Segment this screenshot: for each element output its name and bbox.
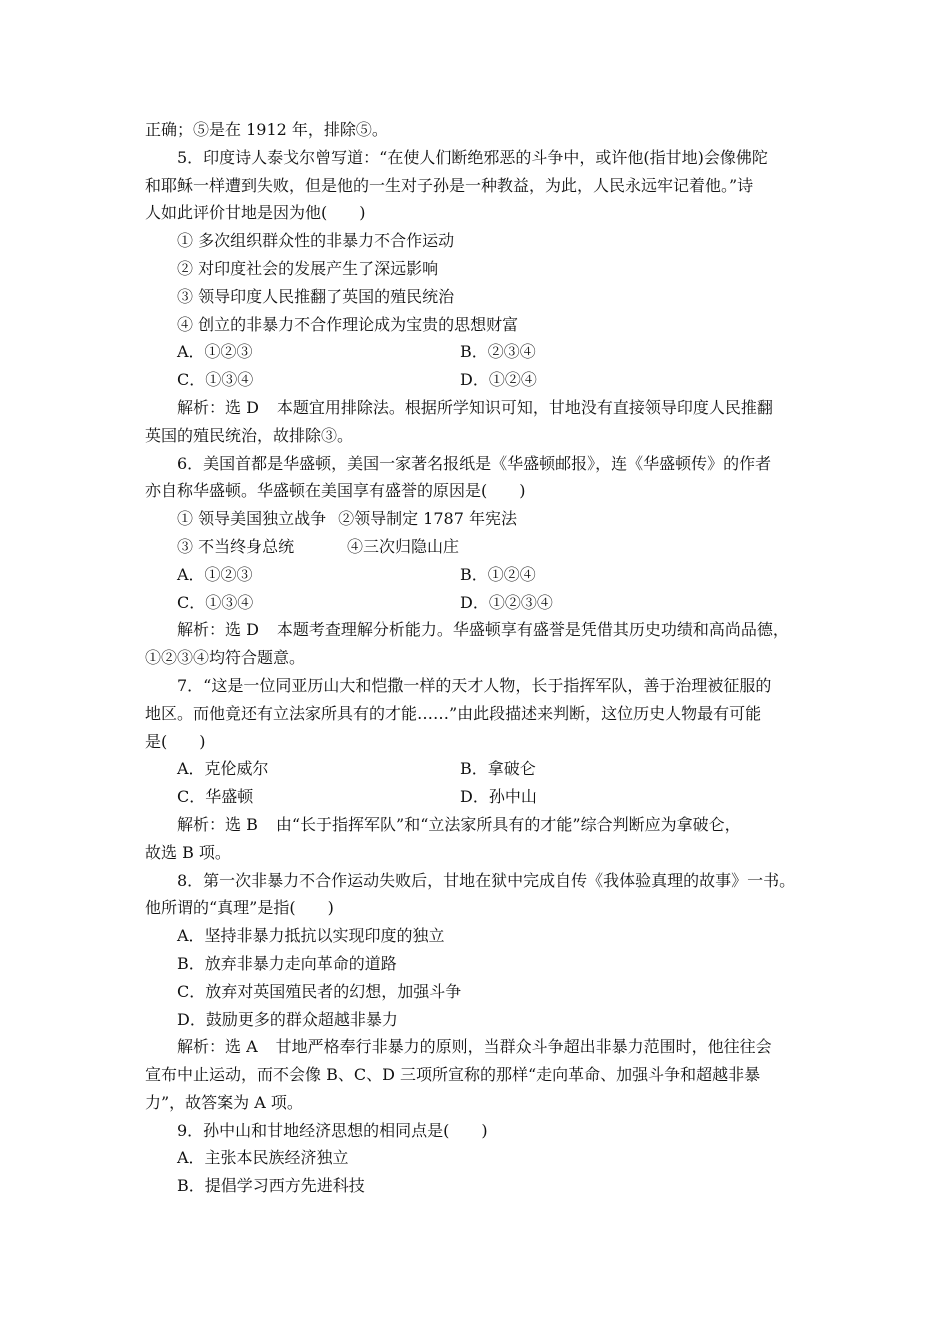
analysis-text: 甘地严格奉行非暴力的原则，当群众斗争超出非暴力范围时，他往往会 <box>275 1037 772 1057</box>
analysis-answer: 解析：选 D <box>177 397 259 417</box>
question-6-stem: 6．美国首都是华盛顿，美国一家著名报纸是《华盛顿邮报》，连《华盛顿传》的作者 <box>177 453 772 473</box>
question-5-item: ④ 创立的非暴力不合作理论成为宝贵的思想财富 <box>177 314 519 334</box>
option-d: D．鼓励更多的群众超越非暴力 <box>177 1009 398 1029</box>
analysis-answer: 解析：选 D <box>177 620 259 640</box>
question-5-options-row <box>145 366 817 394</box>
question-6-options-row <box>145 561 817 589</box>
question-6-item: ④三次归隐山庄 <box>347 536 460 556</box>
question-8-analysis-cont: 宣布中止运动，而不会像 B、C、D 三项所宣称的那样“走向革命、加强斗争和超越非暴 <box>145 1065 761 1085</box>
question-5-item: ② 对印度社会的发展产生了深远影响 <box>177 258 439 278</box>
analysis-answer: 解析：选 A <box>177 1037 258 1057</box>
option-c: C．①③④ <box>177 370 254 390</box>
option-b: B．拿破仑 <box>460 759 536 779</box>
question-7-options-row <box>145 783 817 811</box>
question-6-options-row <box>145 589 817 617</box>
question-8-stem-cont: 他所谓的“真理”是指( ) <box>145 898 334 918</box>
question-7-stem-cont: 地区。而他竟还有立法家所具有的才能……”由此段描述来判断，这位历史人物最有可能 <box>145 703 762 723</box>
question-5-item: ① 多次组织群众性的非暴力不合作运动 <box>177 231 455 251</box>
option-b: B．提倡学习西方先进科技 <box>177 1176 365 1196</box>
question-6-stem-cont: 亦自称华盛顿。华盛顿在美国享有盛誉的原因是( ) <box>145 481 526 501</box>
question-8-stem: 8．第一次非暴力不合作运动失败后，甘地在狱中完成自传《我体验真理的故事》一书。 <box>177 870 796 890</box>
option-c: C．华盛顿 <box>177 787 254 807</box>
analysis-text: 本题宜用排除法。根据所学知识可知，甘地没有直接领导印度人民推翻 <box>276 397 773 417</box>
question-7-analysis-cont: 故选 B 项。 <box>145 842 231 862</box>
option-d: D．①②④ <box>460 370 537 390</box>
question-5-options-row <box>145 338 817 366</box>
document-page <box>145 116 817 1200</box>
question-6-items-row <box>145 533 817 561</box>
question-5-stem: 5．印度诗人泰戈尔曾写道：“在使人们断绝邪恶的斗争中，或许他(指甘地)会像佛陀 <box>177 147 768 167</box>
question-5-stem-cont: 人如此评价甘地是因为他( ) <box>145 203 366 223</box>
question-8-analysis <box>145 1033 817 1061</box>
option-d: D．①②③④ <box>460 592 553 612</box>
analysis-text: 由“长于指挥军队”和“立法家所具有的才能”综合判断应为拿破仑， <box>275 814 741 834</box>
option-a: A．①②③ <box>177 342 253 362</box>
question-9-stem: 9．孙中山和甘地经济思想的相同点是( ) <box>177 1120 488 1140</box>
option-b: B．放弃非暴力走向革命的道路 <box>177 953 397 973</box>
option-b: B．①②④ <box>460 564 536 584</box>
option-b: B．②③④ <box>460 342 536 362</box>
analysis-answer: 解析：选 B <box>177 814 258 834</box>
question-8-analysis-cont: 力”，故答案为 A 项。 <box>145 1092 303 1112</box>
option-a: A．坚持非暴力抵抗以实现印度的独立 <box>177 926 445 946</box>
question-7-stem-cont: 是( ) <box>145 731 206 751</box>
question-5-analysis <box>145 394 817 422</box>
question-5-stem-cont: 和耶稣一样遭到失败，但是他的一生对子孙是一种教益，为此，人民永远牢记着他。”诗 <box>145 175 754 195</box>
option-d: D．孙中山 <box>460 787 537 807</box>
option-a: A．主张本民族经济独立 <box>177 1148 349 1168</box>
question-7-options-row <box>145 755 817 783</box>
question-6-item: ②领导制定 1787 年宪法 <box>338 509 517 529</box>
question-6-items-row <box>145 505 817 533</box>
option-c: C．①③④ <box>177 592 254 612</box>
question-7-stem: 7．“这是一位同亚历山大和恺撒一样的天才人物，长于指挥军队，善于治理被征服的 <box>177 675 772 695</box>
text-line: 正确；⑤是在 1912 年，排除⑤。 <box>145 120 388 139</box>
option-a: A．克伦威尔 <box>177 759 269 779</box>
question-6-item: ① 领导美国独立战争 <box>177 509 327 529</box>
question-6-analysis-cont: ①②③④均符合题意。 <box>145 648 306 668</box>
question-6-analysis <box>145 616 817 644</box>
question-7-analysis <box>145 811 817 839</box>
question-5-analysis-cont: 英国的殖民统治，故排除③。 <box>145 425 354 445</box>
analysis-text: 本题考查理解分析能力。华盛顿享有盛誉是凭借其历史功绩和高尚品德， <box>276 620 789 640</box>
option-a: A．①②③ <box>177 564 253 584</box>
option-c: C．放弃对英国殖民者的幻想，加强斗争 <box>177 981 462 1001</box>
question-5-item: ③ 领导印度人民推翻了英国的殖民统治 <box>177 286 455 306</box>
question-6-item: ③ 不当终身总统 <box>177 536 295 556</box>
